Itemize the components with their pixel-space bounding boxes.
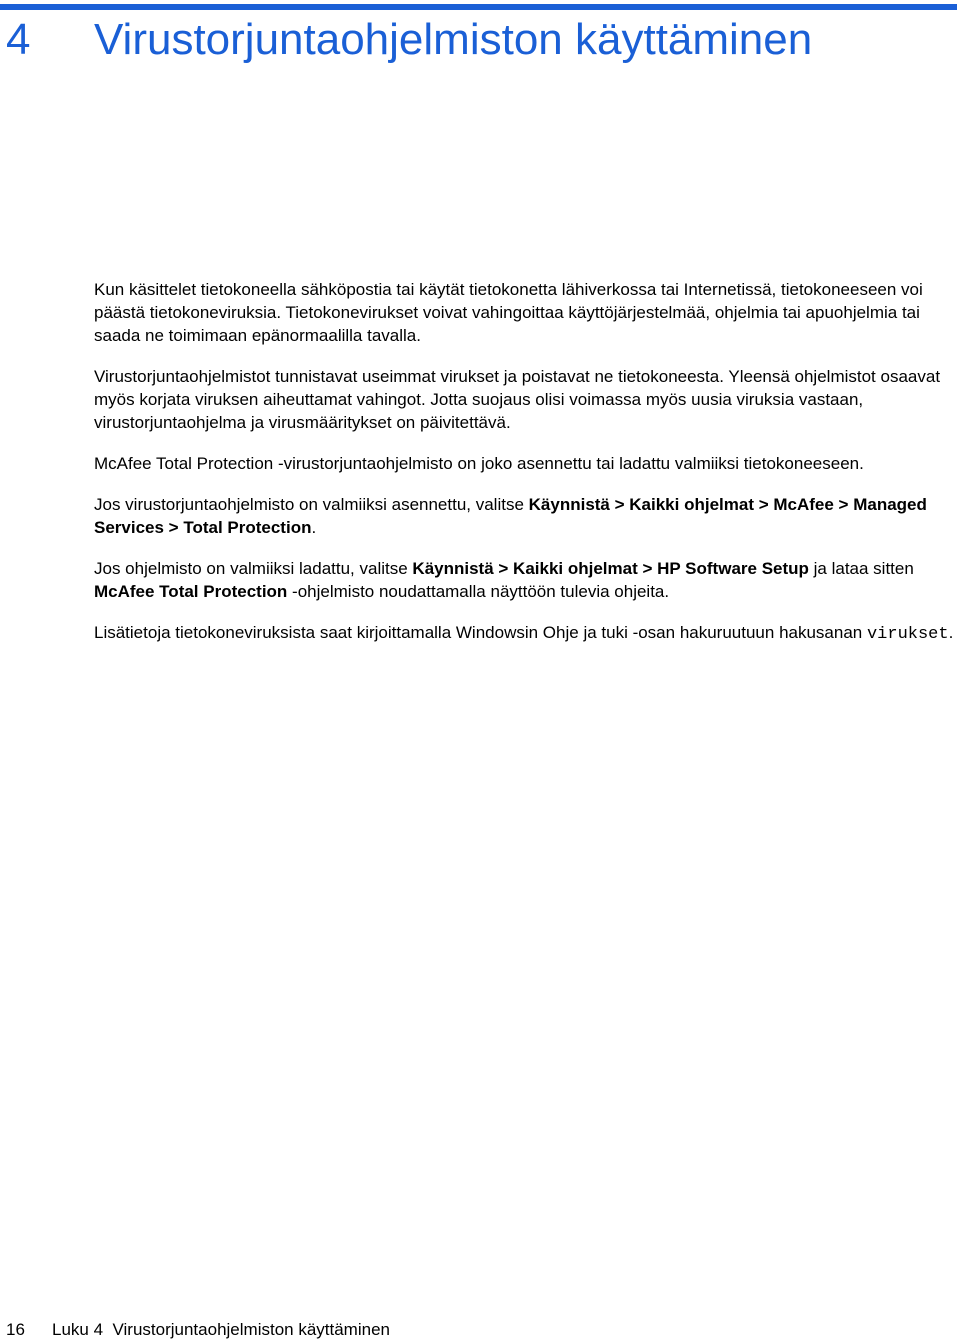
more-info-end: .	[948, 623, 954, 642]
menu-path-separator: >	[833, 495, 854, 514]
menu-path-start: Käynnistä	[528, 495, 610, 514]
chapter-heading	[6, 14, 812, 66]
paragraph-installed-instructions	[94, 493, 960, 539]
menu-path-all-programs: Kaikki ohjelmat	[629, 495, 754, 514]
instruction-end: -ohjelmisto noudattamalla näyttöön tulevia ohjeita.	[287, 582, 670, 601]
menu-path-separator: >	[493, 559, 514, 578]
instruction-end: .	[311, 518, 317, 537]
instruction-text: Jos virustorjuntaohjelmisto on valmiiksi asennettu, valitse	[94, 495, 529, 514]
chapter-top-rule	[0, 4, 957, 10]
chapter-title: Virustorjuntaohjelmiston käyttäminen	[94, 15, 813, 64]
page-number: 16	[6, 1320, 25, 1339]
menu-path-mcafee: McAfee	[773, 495, 834, 514]
menu-path-separator: >	[609, 495, 630, 514]
document-body	[94, 278, 960, 664]
page-footer	[6, 1320, 390, 1340]
paragraph-more-info	[94, 621, 960, 646]
menu-path-managed-services: Managed Services	[94, 495, 927, 537]
more-info-text: Lisätietoja tietokoneviruksista saat kirjoittamalla Windowsin Ohje ja tuki -osan hakuruutuun hakusanan	[94, 623, 867, 642]
instruction-text: Jos ohjelmisto on valmiiksi ladattu, valitse	[94, 559, 413, 578]
paragraph-mcafee-note: McAfee Total Protection -virustorjuntaohjelmisto on joko asennettu tai ladattu valmiiksi tietokoneeseen.	[94, 454, 864, 473]
instruction-text: ja lataa sitten	[808, 559, 914, 578]
menu-path-separator: >	[163, 518, 184, 537]
menu-path-all-programs: Kaikki ohjelmat	[513, 559, 638, 578]
menu-path-hp-software-setup: HP Software Setup	[657, 559, 809, 578]
menu-path-start: Käynnistä	[412, 559, 494, 578]
paragraph-intro: Kun käsittelet tietokoneella sähköpostia tai käytät tietokonetta lähiverkossa tai Internetissä, tietokoneeseen voi päästä tietokoneviruksia. Tietokonevirukset voivat vahingoittaa käyttöjärjestelmää, ohjelmia tai apuohjelmia tai saada ne toimimaan epänormaalilla tavalla.	[94, 280, 923, 345]
paragraph-antivirus-function: Virustorjuntaohjelmistot tunnistavat useimmat virukset ja poistavat ne tietokoneesta. Yleensä ohjelmistot osaavat myös korjata viruksen aiheuttamat vahingot. Jotta suojaus olisi voimassa myös uusia viruksia vastaan, virustorjuntaohjelma ja virusmääritykset on päivitettävä.	[94, 367, 941, 432]
menu-path-separator: >	[637, 559, 658, 578]
footer-chapter-label: Luku 4 Virustorjuntaohjelmiston käyttäminen	[52, 1320, 390, 1339]
paragraph-downloaded-instructions	[94, 557, 960, 603]
program-name: McAfee Total Protection	[94, 582, 288, 601]
chapter-number: 4	[6, 15, 31, 64]
menu-path-separator: >	[753, 495, 774, 514]
search-keyword: virukset	[866, 625, 949, 644]
menu-path-total-protection: Total Protection	[183, 518, 312, 537]
